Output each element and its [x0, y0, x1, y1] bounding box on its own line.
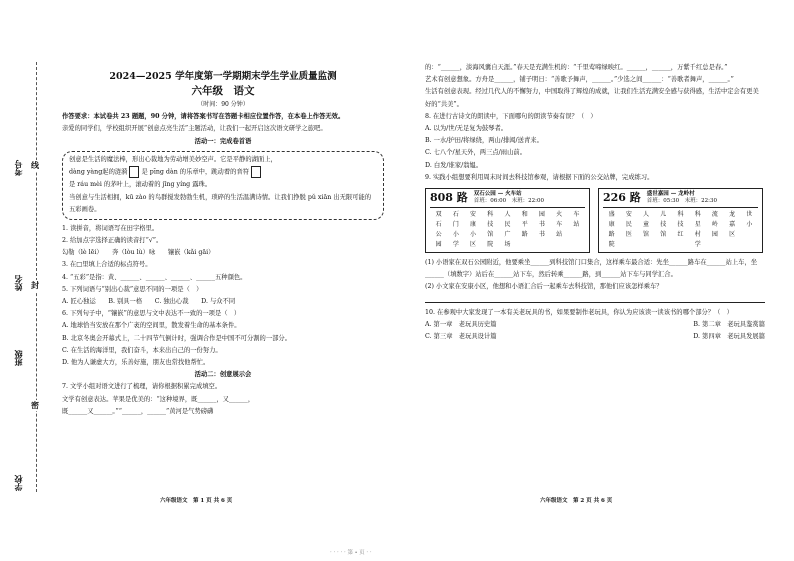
- bus-stop-char: [620, 240, 637, 250]
- bus-stop-char: 路: [521, 231, 528, 239]
- bus-header: [603, 191, 758, 208]
- bus-stop-char: 石: [435, 221, 442, 229]
- bus-stop-char: 园: [435, 241, 442, 249]
- bus-stop-char: [706, 240, 723, 250]
- bus-stop-char: 安: [470, 211, 477, 219]
- bus-stop-char: 星: [694, 221, 701, 229]
- bus-stop-char: 车: [573, 211, 580, 219]
- bus-stop-char: 站: [556, 231, 563, 239]
- bus-stop-char: 小: [746, 221, 753, 229]
- seal-char-3: 密: [31, 400, 39, 410]
- bus-stop-char: [724, 240, 741, 250]
- bus-stop-char: 康: [470, 221, 477, 229]
- bus-stop-char: 学: [452, 241, 459, 249]
- q10-options-row2: [425, 331, 765, 343]
- footer-right: 六年级语文 第 2 页 共 6 页: [540, 498, 613, 504]
- name-label: 姓名: [13, 275, 23, 291]
- bus-stop-char: 红: [677, 231, 684, 239]
- bus-stop-char: [741, 240, 758, 250]
- footer-left: 六年级语文 第 1 页 共 6 页: [160, 498, 233, 504]
- box-line-4: 当创意与生活相拥，kū zào 的鸟群搅发勃勃生机，琐碎的生活温满诗情。让我们挣脱 pǔ xiān 出无限可能的五彩画卷。: [69, 193, 372, 214]
- bus-stop-char: 院: [608, 241, 615, 249]
- class-label: 班级: [13, 350, 23, 366]
- q10: 10. 在参观中大家发现了一本有关老玩具的书，如果要制作老玩具，你认为应该读一读该书的哪个部分？（ ）: [425, 308, 733, 316]
- q8-b: B. 一水/护田/将绿绕，两山/排闼/送青来。: [425, 137, 543, 145]
- route-time: 首班：05:30 末班：22:30: [646, 198, 717, 205]
- bus-stop-char: 人: [643, 211, 650, 219]
- bus-stop-char: 康: [608, 221, 615, 229]
- bus-stop-char: 园: [538, 211, 545, 219]
- q8-d: D. 白发/谁家/翁媪。: [425, 161, 483, 169]
- box-line-2: [69, 166, 377, 179]
- answer-line: [425, 294, 765, 303]
- punct-box-2: [251, 166, 261, 178]
- school-label: 学校: [13, 475, 23, 491]
- bus-stop-char: 火: [556, 211, 563, 219]
- bus-stop-char: 医: [625, 231, 632, 239]
- box-line-1: 创意是生活的魔法棒，形出心裁地为劳动增美妙空声。它是平静的湖面上，: [69, 155, 277, 163]
- bus-header: [430, 191, 585, 208]
- bus-stop-char: 区: [470, 241, 477, 249]
- bus-stop-char: 场: [504, 241, 511, 249]
- q6-b: B. 北京冬奥会开幕式上，二十四节气倒计时，强调合作是中国不可分割的一部分。: [62, 334, 292, 342]
- q4: 4. “五彩”是指：黄、______、______、______、______五种颜色。: [62, 273, 247, 281]
- bus-stop-char: 科: [694, 211, 701, 219]
- bus-stop-char: 科: [677, 211, 684, 219]
- q7-line-1: 文学有创意表达。苹果是优美的：“这种境界，既______，又______，: [62, 395, 255, 403]
- bus-stop-char: 科: [487, 211, 494, 219]
- route-number: 226 路: [603, 190, 641, 204]
- bus-stop-char: [551, 240, 568, 250]
- exam-time: （时间：90 分钟）: [197, 101, 249, 108]
- bus-signs: [425, 188, 765, 253]
- bus-stop-char: 园: [711, 231, 718, 239]
- bus-stop-char: 民: [625, 221, 632, 229]
- punct-box-1: [129, 166, 139, 178]
- q10-options-row1: [425, 319, 765, 331]
- bus-stop-char: 书: [538, 221, 545, 229]
- q1: 1. 读拼音，将词语写在田字格里。: [62, 224, 159, 232]
- bus-stop-char: 技: [487, 221, 494, 229]
- bus-stop-char: 广: [504, 231, 511, 239]
- bus-stop-char: 嘉: [729, 221, 736, 229]
- bus-stop-char: 技: [660, 221, 667, 229]
- footer-bottom: · · · · · 第 ∙ 页 · ·: [330, 550, 372, 556]
- bus-stop-char: 双: [435, 211, 442, 219]
- bus-stop-char: 盛: [608, 211, 615, 219]
- bus-stop-char: 书: [538, 231, 545, 239]
- seal-line: [36, 62, 37, 492]
- stops-grid: [603, 210, 758, 250]
- bus-stop-char: 石: [452, 211, 459, 219]
- q6-d: D. 他为人谦虚大方，乐善好施，朋友也常找他帮忙。: [62, 359, 210, 367]
- q10-c: C. 第三章 老玩具设计篇: [425, 333, 497, 341]
- activity-2-title: 活动二：创意展示会: [194, 371, 252, 379]
- bus-stop-char: 安: [625, 211, 632, 219]
- bus-stop-char: 岭: [711, 221, 718, 229]
- q10-b: B. 第二章 老玩具鉴赏篇: [693, 320, 765, 328]
- q7-cont-3: 生活有创意表现。经过几代人的不懈努力，中国取得了辉煌的成就，让我们生活充满安全感与获得感，生活中定会有更美好的“共美”。: [425, 88, 759, 108]
- seal-char-1: 线: [31, 160, 39, 170]
- route-number: 808 路: [430, 190, 468, 204]
- bus-stop-char: 龙: [729, 211, 736, 219]
- bus-stop-char: [533, 240, 550, 250]
- bus-stop-char: 童: [643, 221, 650, 229]
- exam-subject: 六年级 语文: [191, 85, 255, 97]
- q8-c: C. 七八个/星天外，两三点/雨山前。: [425, 149, 526, 157]
- bus-stop-char: 车: [556, 221, 563, 229]
- q7-cont-1: 的：“______，淡海风囊自天涯。”春天是充满生机的：“千里莺啼绿映红。______，______，万紫千红总是春。”: [425, 64, 728, 71]
- q7-line-2: 既______又______。”“______，______”黄河是气势磅礴: [62, 407, 214, 415]
- box-text-2a: dàng yàng起的涟漪: [69, 168, 128, 176]
- notice: 作答要求：本试卷共 23 题题，90 分钟，请将答案书写在答题卡相应位置作答，在本卷上作答无效。: [62, 113, 345, 121]
- left-column: [62, 62, 384, 418]
- bus-stop-char: 馆: [660, 231, 667, 239]
- bus-stop-char: [637, 240, 654, 250]
- bus-stop-char: 平: [521, 221, 528, 229]
- box-text-2b: 是 pīng dàn 的乐章中，跳动着的音符: [141, 168, 250, 176]
- bus-stop-char: 村: [694, 231, 701, 239]
- preface-box: [62, 151, 384, 220]
- bus-stop-char: 儿: [660, 211, 667, 219]
- intro: 亲爱的同学们，学校组织开展“创意点亮生活”主题活动，让我们一起开启这次语文研学之旅吧。: [62, 125, 327, 133]
- kaohao-label: 考号: [13, 160, 23, 176]
- q8-a: A. 以为/世/无足复为鼓琴者。: [425, 125, 508, 133]
- seal-char-2: 封: [31, 280, 39, 290]
- route-time: 首班：06:00 末班：22:00: [473, 198, 544, 205]
- q9-2: (2) 小文家在安康小区，他想和小语汇合后一起乘车去科技馆，那他们应该怎样乘车？: [425, 283, 663, 291]
- bus-stop-char: 站: [573, 221, 580, 229]
- bus-stop-char: [568, 240, 585, 250]
- binding-sidebar: [0, 60, 60, 500]
- q5: 5. 下列词语与“别出心裁”意思不同的一项是（ ）: [62, 285, 203, 293]
- q9: 9. 实践小组想要利用周末时间去科技馆参观，请根据下面的公交站牌，完成练习。: [425, 173, 654, 181]
- bus-stop-char: [516, 240, 533, 250]
- q3: 3. 在□里填上合适的标点符号。: [62, 261, 152, 269]
- q9-1: (1) 小语家在双石公园附近，他要乘坐______到科技馆门口集合，这样乘车最合适：先坐______路车在______站上车，坐______（填数字）站后在______站下车，然后转乘______路，到______站下车与同学汇合。: [425, 259, 758, 279]
- bus-stop-char: [672, 240, 689, 250]
- bus-stop-char: [655, 240, 672, 250]
- stops-grid: [430, 210, 585, 250]
- bus-stop-char: 馆: [643, 231, 650, 239]
- bus-stop-char: 和: [521, 211, 528, 219]
- route-direction: 双石公园 — 火车站: [473, 191, 522, 198]
- right-column: [425, 62, 765, 343]
- route-direction: 盛世嘉园 — 龙岭村: [646, 191, 695, 198]
- bus-stop-char: 民: [504, 221, 511, 229]
- bus-stop-char: 技: [677, 221, 684, 229]
- bus-stop-char: 流: [711, 211, 718, 219]
- bus-stop-char: 路: [608, 231, 615, 239]
- q6-a: A. 地球恰当安放在那个广袤的空间里，散发着生命的基本条件。: [62, 322, 241, 330]
- bus-stop-char: 院: [487, 241, 494, 249]
- bus-stop-char: [741, 230, 758, 240]
- bus-stop-char: 小: [452, 231, 459, 239]
- bus-stop-char: [568, 230, 585, 240]
- bus-stop-char: 公: [435, 231, 442, 239]
- q5-options: A. 匠心独运 B. 别具一格 C. 独出心裁 D. 与众不同: [62, 298, 236, 306]
- q2: 2. 给加点字选择正确的读音打“√”。: [62, 237, 163, 245]
- q2-items: 勾勒（lè lēi） 奔（lòu lù）咏 镶嵌（kǎi gāi）: [62, 249, 215, 257]
- bus-sign-808: [425, 188, 590, 253]
- q8: 8. 在进行古诗文的朗读中，下面哪句的朗读节奏有误？（ ）: [425, 112, 597, 120]
- box-line-3: 是 ráu mèi 的茅叶上，滚动着的 jīng yíng 露珠。: [69, 181, 212, 189]
- bus-sign-226: [598, 188, 763, 253]
- bus-stop-char: 学: [694, 241, 701, 249]
- bus-stop-char: 小: [470, 231, 477, 239]
- q7-cont-2: 艺术有创意想象。方舟是______，铺子明日：“善歌予舞声，______。”少选之间______：“善歌者舞声，______。”: [425, 76, 734, 84]
- bus-stop-char: 门: [452, 221, 459, 229]
- bus-stop-char: 人: [504, 211, 511, 219]
- bus-stop-char: 馆: [487, 231, 494, 239]
- bus-stop-char: 世: [746, 211, 753, 219]
- q10-d: D. 第四章 老玩具发展篇: [693, 333, 765, 341]
- q6-c: C. 在生活的海洋里，我们奋斗，本来出自己的一份努力。: [62, 346, 222, 354]
- q10-a: A. 第一章 老玩具历史篇: [425, 320, 497, 328]
- bus-stop-char: 区: [729, 231, 736, 239]
- exam-title: 2024—2025 学年度第一学期期末学生学业质量监测: [109, 71, 337, 82]
- activity-1-title: 活动一：完成卷首语: [194, 137, 252, 145]
- q7: 7. 文学小组对语文进行了梳理，请你根据积累完成填空。: [62, 383, 222, 391]
- q6: 6. 下列句子中，“镶嵌”的意思与文中表达不一致的一项是（ ）: [62, 310, 241, 318]
